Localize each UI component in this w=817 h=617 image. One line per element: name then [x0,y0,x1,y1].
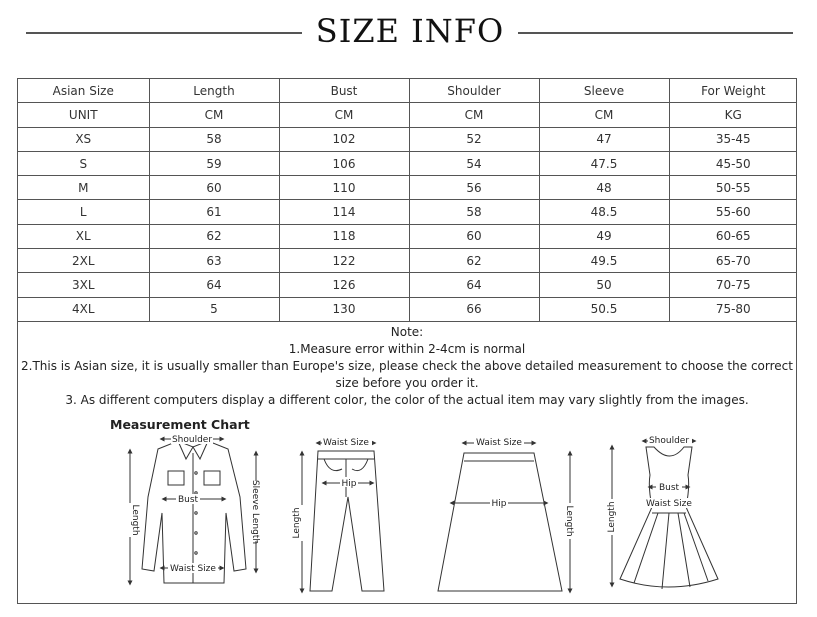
size-table [18,79,797,322]
table-cell: 118 [279,224,409,248]
table-cell: 64 [149,273,279,297]
header-shoulder: Shoulder [409,79,539,103]
skirt-waist-label: Waist Size [476,438,522,448]
header-rule-left [26,32,302,34]
shirt-diagram [130,439,256,583]
shirt-length-label: Length [130,504,140,536]
table-cell: 3XL [18,273,149,297]
measurement-chart [18,413,796,603]
table-row [18,224,797,248]
note-3: 3. As different computers display a different color, the color of the actual item may vary slightly from the images. [65,392,749,407]
table-cell: 49 [539,224,669,248]
table-cell: S [18,151,149,175]
table-cell: 48.5 [539,200,669,224]
table-cell: 65-70 [669,249,797,273]
table-cell: 60 [409,224,539,248]
table-cell: 48 [539,176,669,200]
header-rule-right [518,32,793,34]
table-cell: 114 [279,200,409,224]
table-cell: 58 [409,200,539,224]
table-cell: 47.5 [539,151,669,175]
pants-diagram [302,443,384,591]
table-cell: 52 [409,127,539,151]
table-row [18,249,797,273]
dress-length-label: Length [607,501,617,533]
table-cell: 106 [279,151,409,175]
pants-hip-label: Hip [341,479,357,489]
table-cell: 4XL [18,297,149,321]
table-cell: 60 [149,176,279,200]
table-cell: 54 [409,151,539,175]
shirt-shoulder-label: Shoulder [171,435,213,445]
header-bust: Bust [279,79,409,103]
header-asian-size: Asian Size [18,79,149,103]
table-cell: CM [149,103,279,127]
table-cell: 70-75 [669,273,797,297]
note-2: 2.This is Asian size, it is usually smaller than Europe's size, please check the above detailed measurement to choose the correct size before you order it. [21,358,793,390]
size-chart-sheet [17,78,797,604]
table-cell: UNIT [18,103,149,127]
table-cell: 64 [409,273,539,297]
table-row [18,127,797,151]
skirt-length-label: Length [564,505,574,537]
table-cell: 45-50 [669,151,797,175]
table-cell: 61 [149,200,279,224]
measurement-illustrations [18,413,796,603]
header-sleeve: Sleeve [539,79,669,103]
table-cell: 75-80 [669,297,797,321]
table-cell: 49.5 [539,249,669,273]
page-header [0,0,817,60]
shirt-bust-label: Bust [177,495,199,505]
table-cell: CM [279,103,409,127]
table-cell: M [18,176,149,200]
table-row [18,151,797,175]
pants-waist-label: Waist Size [323,438,369,448]
dress-diagram [612,441,718,589]
table-row [18,176,797,200]
table-cell: 59 [149,151,279,175]
table-cell: XS [18,127,149,151]
header-length: Length [149,79,279,103]
table-cell: KG [669,103,797,127]
note-1: 1.Measure error within 2-4cm is normal [288,341,526,356]
skirt-labels [474,436,575,539]
table-header-row [18,79,797,103]
table-row [18,297,797,321]
table-cell: 2XL [18,249,149,273]
dress-labels [607,434,694,535]
table-cell: 122 [279,249,409,273]
table-cell: 47 [539,127,669,151]
table-cell: 35-45 [669,127,797,151]
table-cell: 130 [279,297,409,321]
table-cell: 62 [409,249,539,273]
dress-waist-label: Waist Size [646,499,692,509]
table-cell: 56 [409,176,539,200]
table-cell: 102 [279,127,409,151]
table-cell: 58 [149,127,279,151]
notes-heading: Note: [390,324,424,339]
table-cell: 126 [279,273,409,297]
dress-shoulder-label: Shoulder [648,436,690,446]
table-cell: 50.5 [539,297,669,321]
table-cell: CM [539,103,669,127]
pants-labels [292,436,372,541]
skirt-hip-label: Hip [491,499,507,509]
table-cell: 5 [149,297,279,321]
pants-length-label: Length [292,507,302,539]
table-cell: XL [18,224,149,248]
table-cell: 110 [279,176,409,200]
table-row [18,200,797,224]
table-cell: 50-55 [669,176,797,200]
table-cell: L [18,200,149,224]
table-cell: 62 [149,224,279,248]
measurement-chart-title: Measurement Chart [110,417,250,432]
notes-block [18,322,796,409]
table-cell: 66 [409,297,539,321]
table-cell: 55-60 [669,200,797,224]
dress-bust-label: Bust [658,483,680,493]
page-title: SIZE INFO [315,12,505,50]
table-cell: CM [409,103,539,127]
table-row [18,103,797,127]
shirt-waist-label: Waist Size [170,564,216,574]
table-cell: 63 [149,249,279,273]
table-row [18,273,797,297]
table-cell: 60-65 [669,224,797,248]
table-cell: 50 [539,273,669,297]
header-for-weight: For Weight [669,79,797,103]
shirt-sleeve-label: Sleeve Length [250,479,260,545]
skirt-diagram [438,443,570,591]
